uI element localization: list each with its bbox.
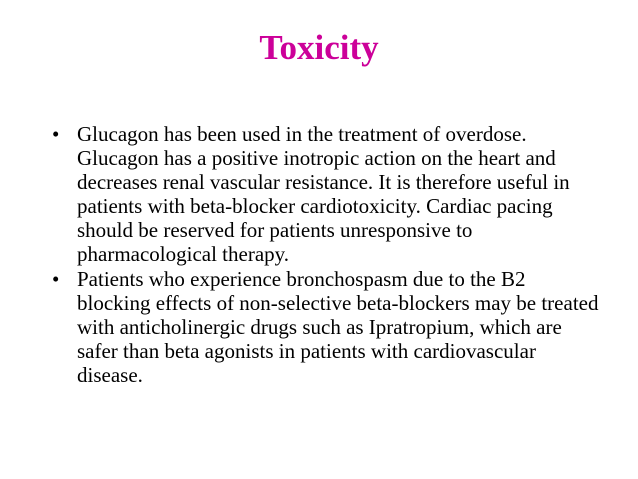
bullet-item [52, 267, 600, 387]
slide-title: Toxicity [259, 28, 379, 67]
bullet-item [52, 122, 600, 266]
bullet-text: Patients who experience bronchospasm due to the B2 blocking effects of non-selective beta-blockers may be treated with anticholinergic drugs such as Ipratropium, which are safer than beta agonists in patients with cardiovascular disease. [77, 267, 599, 387]
bullet-text: Glucagon has been used in the treatment of overdose. Glucagon has a positive inotropic action on the heart and decreases renal vascular resistance. It is therefore useful in patients with beta-blocker cardiotoxicity. Cardiac pacing should be reserved for patients unresponsive to pharmacological therapy. [77, 122, 570, 266]
bullet-list [52, 122, 600, 388]
bullet-icon: • [52, 267, 60, 291]
bullet-icon: • [52, 122, 60, 146]
